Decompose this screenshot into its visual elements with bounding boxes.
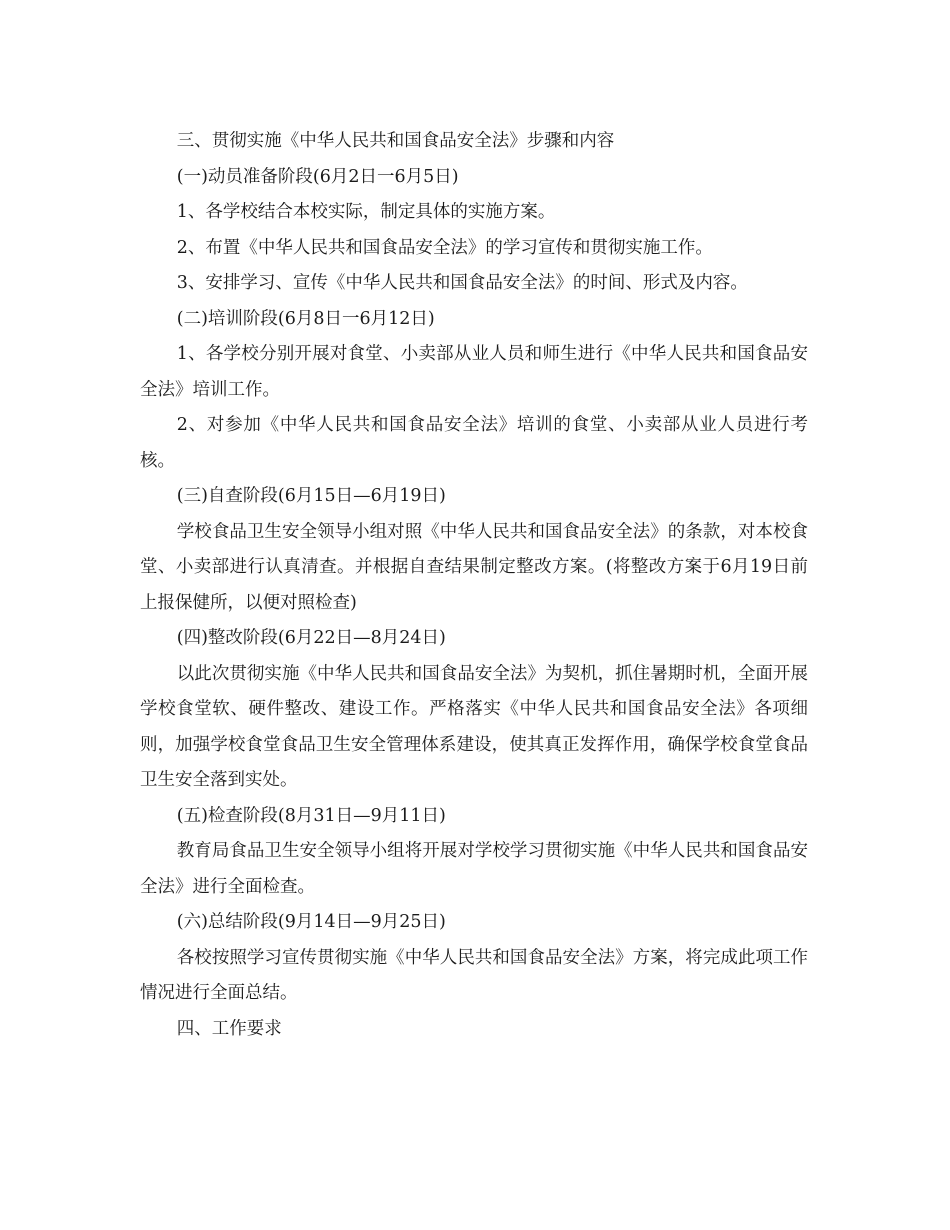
section-heading-4: 四、工作要求 (176, 1018, 282, 1039)
phase-2-item-1: 1、各学校分别开展对食堂、小卖部从业人员和师生进行《中华人民共和国食品安全法》培训工作。 (140, 344, 808, 400)
phase-3-body: 学校食品卫生安全领导小组对照《中华人民共和国食品安全法》的条款，对本校食堂、小卖部进行认真清查。并根据自查结果制定整改方案。(将整改方案于6月19日前上报保健所，以便对照检查) (140, 521, 808, 613)
phase-heading-6: (六)总结阶段(9月14日—9月25日) (176, 912, 446, 932)
phase-1-item-1: 1、各学校结合本校实际，制定具体的实施方案。 (176, 202, 556, 222)
phase-heading-3: (三)自查阶段(6月15日—6月19日) (176, 486, 446, 506)
phase-heading-5: (五)检查阶段(8月31日—9月11日) (176, 805, 446, 826)
phase-4-body: 以此次贯彻实施《中华人民共和国食品安全法》为契机，抓住暑期时机，全面开展学校食堂软、硬件整改、建设工作。严格落实《中华人民共和国食品安全法》各项细则，加强学校食堂食品卫生安全管理体系建设，使其真正发挥作用，确保学校食堂食品卫生安全落到实处。 (140, 663, 808, 790)
phase-heading-2: (二)培训阶段(6月8日一6月12日) (176, 308, 435, 329)
phase-1-item-2: 2、布置《中华人民共和国食品安全法》的学习宣传和贯彻实施工作。 (176, 237, 713, 258)
phase-heading-1: (一)动员准备阶段(6月2日一6月5日) (176, 166, 459, 187)
phase-heading-4: (四)整改阶段(6月22日—8月24日) (176, 628, 446, 648)
phase-1-item-3: 3、安排学习、宣传《中华人民共和国食品安全法》的时间、形式及内容。 (176, 273, 748, 293)
section-heading-3: 三、贯彻实施《中华人民共和国食品安全法》步骤和内容 (176, 131, 615, 151)
phase-5-body: 教育局食品卫生安全领导小组将开展对学校学习贯彻实施《中华人民共和国食品安全法》进行全面检查。 (140, 841, 808, 897)
phase-6-body: 各校按照学习宣传贯彻实施《中华人民共和国食品安全法》方案，将完成此项工作情况进行全面总结。 (140, 947, 808, 1003)
phase-2-item-2: 2、对参加《中华人民共和国食品安全法》培训的食堂、小卖部从业人员进行考核。 (140, 415, 808, 471)
document-body (140, 124, 808, 1047)
